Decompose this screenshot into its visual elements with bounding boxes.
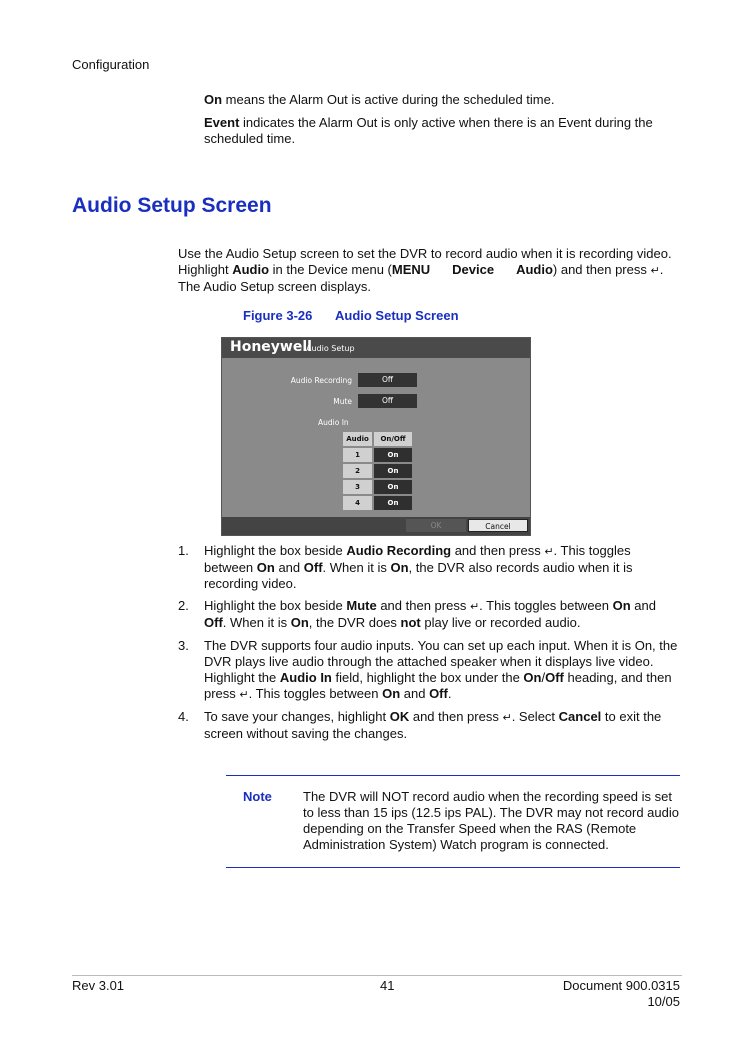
audio-recording-label: Audio Recording (290, 376, 352, 385)
note-bottom-rule (226, 867, 680, 868)
step-bold: Audio Recording (346, 543, 452, 558)
step-2-number: 2. (178, 598, 189, 613)
step-text: . This toggles between (479, 598, 613, 613)
step-bold: On (382, 686, 401, 701)
body-line-1: Use the Audio Setup screen to set the DVR to record audio when it is recording video. (178, 246, 672, 261)
step-bold: OK (389, 709, 410, 724)
step-text: . This toggles between (248, 686, 383, 701)
step-3-text (204, 638, 684, 703)
menu-path-menu: MENU (391, 262, 431, 277)
step-bold: Mute (346, 598, 377, 613)
step-text: Highlight the (204, 670, 280, 685)
step-text: and then press (409, 709, 503, 724)
on-text: means the Alarm Out is active during the scheduled time. (222, 92, 555, 107)
body-text: . (659, 262, 664, 277)
note-top-rule (226, 775, 680, 776)
step-text: field, highlight the box under the (331, 670, 524, 685)
step-text: and then press (451, 543, 545, 558)
audio-in-label[interactable]: Audio In (318, 418, 349, 427)
step-text: Highlight the box beside (204, 543, 347, 558)
body-text: ) and then press (552, 262, 651, 277)
dvr-cancel-button[interactable]: Cancel (468, 519, 528, 532)
step-text: Highlight the box beside (204, 598, 347, 613)
audio-channel-1: 1 (343, 448, 372, 462)
note-line: Administration System) Watch program is connected. (303, 837, 609, 852)
audio-channel-3-toggle[interactable]: On (374, 480, 412, 494)
step-1-number: 1. (178, 543, 189, 558)
mute-label: Mute (333, 397, 352, 406)
step-bold: Off (204, 615, 223, 630)
event-term: Event (204, 115, 240, 130)
step-text: between (204, 560, 257, 575)
step-text: , the DVR also records audio when it is (408, 560, 633, 575)
honeywell-logo: Honeywell (230, 339, 312, 355)
on-term: On (204, 92, 223, 107)
step-text: screen without saving the changes. (204, 726, 408, 741)
step-bold: not (400, 615, 421, 630)
event-text: indicates the Alarm Out is only active when there is an Event during the (239, 115, 653, 130)
dvr-screen-title: Audio Setup (306, 344, 355, 353)
step-bold: On (612, 598, 631, 613)
running-header: Configuration (72, 57, 150, 72)
note-line: to less than 15 ips (12.5 ips PAL). The DVR may not record audio (303, 805, 679, 820)
audio-setup-screenshot (221, 337, 531, 536)
step-text: and (400, 686, 430, 701)
body-text: in the Device menu ( (269, 262, 392, 277)
note-label: Note (243, 789, 272, 804)
step-3-number: 3. (178, 638, 189, 653)
dvr-ok-button[interactable]: OK (406, 519, 466, 532)
section-heading: Audio Setup Screen (72, 194, 272, 217)
step-text: heading, and then (563, 670, 672, 685)
step-bold: Cancel (558, 709, 602, 724)
mute-value[interactable]: Off (358, 394, 417, 408)
step-text: to exit the (601, 709, 662, 724)
step-text: , the DVR does (308, 615, 401, 630)
note-text (303, 789, 688, 853)
page-number: 41 (380, 978, 395, 993)
dvr-title-bar (222, 338, 530, 358)
menu-path-audio: Audio (516, 262, 553, 277)
step-bold: On (523, 670, 542, 685)
step-text: and (630, 598, 656, 613)
note-line: The DVR will NOT record audio when the recording speed is set (303, 789, 672, 804)
step-bold: On (290, 615, 309, 630)
step-text: To save your changes, highlight (204, 709, 390, 724)
enter-key-icon: ↵ (544, 545, 554, 558)
enter-key-icon: ↵ (502, 711, 512, 724)
step-text: . (447, 686, 452, 701)
audio-channel-2-toggle[interactable]: On (374, 464, 412, 478)
enter-key-icon: ↵ (469, 600, 480, 613)
step-text: The DVR supports four audio inputs. You can set up each input. When it is On, the (204, 638, 678, 653)
footer-document (480, 978, 680, 1010)
step-bold: Off (545, 670, 564, 685)
step-1-text (204, 543, 684, 592)
figure-number: Figure 3-26 (243, 308, 313, 323)
note-line: depending on the Transfer Speed when the RAS (Remote (303, 821, 637, 836)
step-bold: Off (429, 686, 448, 701)
step-text: and then press (376, 598, 470, 613)
audio-column-header: Audio (343, 432, 372, 446)
step-text: play live or recorded audio. (420, 615, 581, 630)
body-line-3: The Audio Setup screen displays. (178, 279, 371, 294)
audio-channel-3: 3 (343, 480, 372, 494)
step-text: DVR plays live audio through the attached speaker when it displays live video. (204, 654, 654, 669)
audio-channel-1-toggle[interactable]: On (374, 448, 412, 462)
audio-channel-2: 2 (343, 464, 372, 478)
step-text: . This toggles (553, 543, 631, 558)
step-bold: On (256, 560, 275, 575)
on-definition (204, 92, 684, 108)
footer-rule (72, 975, 682, 976)
event-definition (204, 115, 684, 147)
step-4-text (204, 709, 684, 742)
footer-revision: Rev 3.01 (72, 978, 125, 993)
step-text: and (274, 560, 304, 575)
audio-recording-value[interactable]: Off (358, 373, 417, 387)
step-2-text (204, 598, 684, 631)
step-bold: Off (303, 560, 323, 575)
step-4-number: 4. (178, 709, 189, 724)
body-text: Highlight (178, 262, 233, 277)
document-date: 10/05 (647, 994, 680, 1009)
step-text: . Select (511, 709, 559, 724)
dvr-button-bar (222, 517, 530, 535)
step-text: . When it is (322, 560, 391, 575)
audio-channel-4: 4 (343, 496, 372, 510)
step-text: / (541, 670, 546, 685)
step-bold: On (390, 560, 409, 575)
event-text-cont: scheduled time. (204, 131, 296, 146)
step-text: recording video. (204, 576, 297, 591)
audio-channel-4-toggle[interactable]: On (374, 496, 412, 510)
step-text: press (204, 686, 240, 701)
onoff-column-header[interactable]: On/Off (374, 432, 412, 446)
body-paragraph (178, 246, 688, 295)
figure-caption: Audio Setup Screen (335, 308, 459, 323)
menu-path-device: Device (452, 262, 495, 277)
enter-key-icon: ↵ (650, 264, 660, 277)
enter-key-icon: ↵ (239, 688, 249, 701)
body-bold-audio: Audio (232, 262, 270, 277)
step-bold: Audio In (279, 670, 332, 685)
document-number: Document 900.0315 (562, 978, 680, 993)
step-text: . When it is (222, 615, 291, 630)
